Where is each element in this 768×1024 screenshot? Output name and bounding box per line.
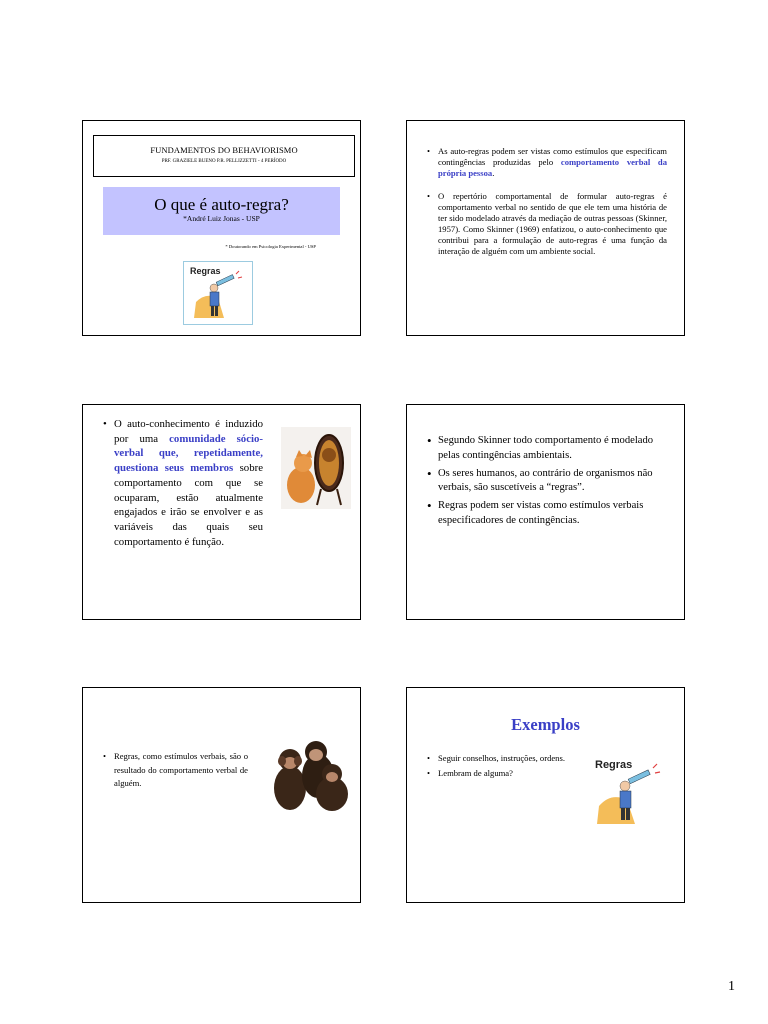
list-item: • Lembram de alguma? (427, 767, 567, 780)
author-footnote: * Doutorando em Psicologia Experimental - USP (225, 244, 316, 249)
slide-1 (82, 120, 361, 336)
rules-clipart-image (183, 261, 253, 325)
list-item: • O auto-conhecimento é induzido por uma comunidade sócio-verbal que, repetidamente, questiona seus membros sobre comportamento com que se ocuparam, estão atualmente engajados e irão se envolver e as variáveis das quais seu comportamento é função. (103, 417, 263, 549)
slide-4 (406, 404, 685, 620)
professor-line: PRF. GRAZIELE BUENO P.R. PELLIZZETTI - 4 PERÍODO (161, 159, 287, 164)
page-number: 1 (728, 979, 735, 994)
self-rules-bullets (427, 146, 667, 269)
slide-title-box (103, 187, 340, 235)
rules-clipart-image (589, 754, 671, 832)
list-item: • Seguir conselhos, instruções, ordens. (427, 752, 567, 765)
self-knowledge-bullet (103, 417, 263, 549)
clipart-rules-text: Regras (190, 266, 221, 276)
slide-3 (82, 404, 361, 620)
man-with-telescope-icon (589, 754, 671, 832)
slide-6 (406, 687, 685, 903)
highlight-text: comportamento verbal da própria pessoa (438, 157, 667, 178)
list-item: • O repertório comportamental de formular auto-regras é comportamento verbal no sentido de que ele tem uma história de ter sido modelado através da mediação de outras pessoas (Skinner, 1957). Como Skinner (1969) enfatizou, o auto-conhecimento que contribui para a formulação de auto-regras é uma função da interação de alguém com um ambiente social. (427, 191, 667, 257)
list-item: • As auto-regras podem ser vistas como estímulos que especificam contingências produzidas pelo comportamento verbal da própria pessoa. (427, 146, 667, 179)
man-with-telescope-icon (184, 262, 252, 324)
list-item: • Os seres humanos, ao contrário de organismos não verbais, são suscetíveis a “regras”. (427, 467, 667, 497)
list-item: • Segundo Skinner todo comportamento é modelado pelas contingências ambientais. (427, 434, 667, 464)
list-item: • Regras podem ser vistas como estímulos verbais especificadores de contingências. (427, 499, 667, 529)
three-monkeys-image (270, 738, 354, 812)
clipart-rules-text: Regras (595, 759, 633, 771)
highlight-text: comunidade sócio-verbal que, repetidamente, questiona seus membros (114, 432, 263, 475)
examples-bullets (427, 752, 567, 782)
cat-mirror-lion-image (281, 427, 351, 509)
slide-2 (406, 120, 685, 336)
course-header-box (93, 135, 355, 177)
course-title: FUNDAMENTOS DO BEHAVIORISMO (150, 145, 298, 155)
slide-5 (82, 687, 361, 903)
rules-bullet (103, 750, 248, 791)
slide-title: O que é auto-regra? (154, 195, 289, 214)
slide-title: Exemplos (511, 715, 580, 734)
author-line: *André Luiz Jonas - USP (183, 214, 260, 223)
list-item: • Regras, como estímulos verbais, são o resultado do comportamento verbal de alguém. (103, 750, 248, 791)
skinner-bullets (427, 434, 667, 532)
